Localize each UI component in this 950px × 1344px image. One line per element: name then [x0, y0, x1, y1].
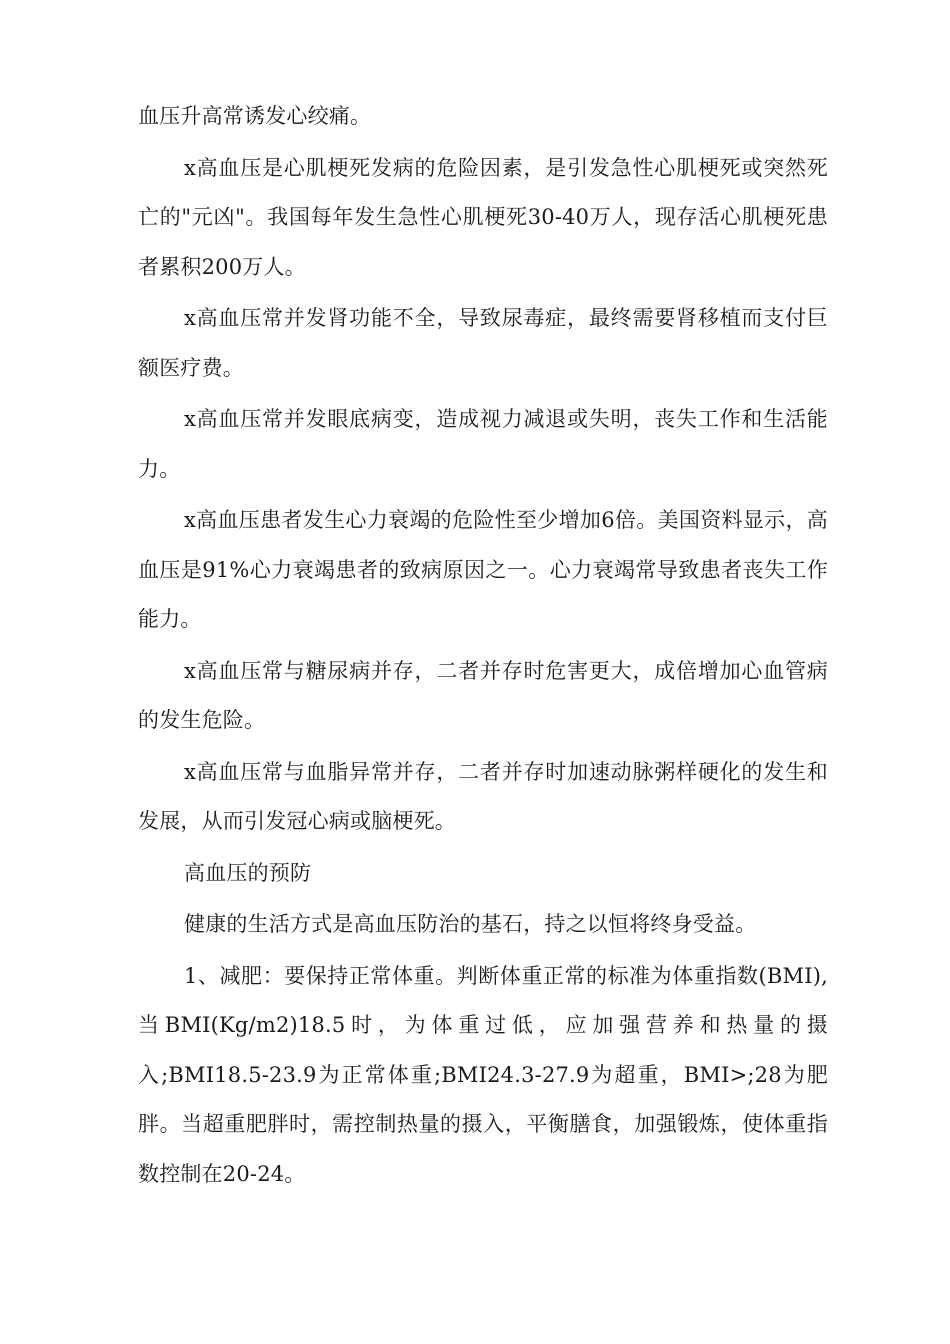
paragraph-10: 1、减肥：要保持正常体重。判断体重正常的标准为体重指数(BMI),当BMI(Kg/m2)18.5时，为体重过低，应加强营养和热量的摄入;BMI18.5-23.9为正常体重;BMI24.3-27.9为超重，BMI>;28为肥胖。当超重肥胖时，需控制热量的摄入，平衡膳食，加强锻炼，使体重指数控制在20-24。 — [138, 963, 828, 1186]
paragraph-3: x高血压常并发肾功能不全，导致尿毒症，最终需要肾移植而支付巨额医疗费。 — [138, 306, 828, 380]
document-body — [138, 92, 828, 1201]
paragraph-7: x高血压常与血脂异常并存，二者并存时加速动脉粥样硬化的发生和发展，从而引发冠心病或脑梗死。 — [138, 759, 828, 833]
paragraph-4: x高血压常并发眼底病变，造成视力减退或失明，丧失工作和生活能力。 — [138, 407, 828, 481]
paragraph-9: 健康的生活方式是高血压防治的基石，持之以恒将终身受益。 — [184, 912, 757, 936]
paragraph-1: 血压升高常诱发心绞痛。 — [138, 104, 372, 128]
paragraph-6: x高血压常与糖尿病并存，二者并存时危害更大，成倍增加心血管病的发生危险。 — [138, 658, 828, 732]
paragraph-5: x高血压患者发生心力衰竭的危险性至少增加6倍。美国资料显示，高血压是91%心力衰竭患者的致病原因之一。心力衰竭常导致患者丧失工作能力。 — [138, 508, 828, 631]
paragraph-2: x高血压是心肌梗死发病的危险因素，是引发急性心肌梗死或突然死亡的"元凶"。我国每年发生急性心肌梗死30-40万人，现存活心肌梗死患者累积200万人。 — [138, 155, 828, 279]
section-heading: 高血压的预防 — [184, 860, 312, 885]
